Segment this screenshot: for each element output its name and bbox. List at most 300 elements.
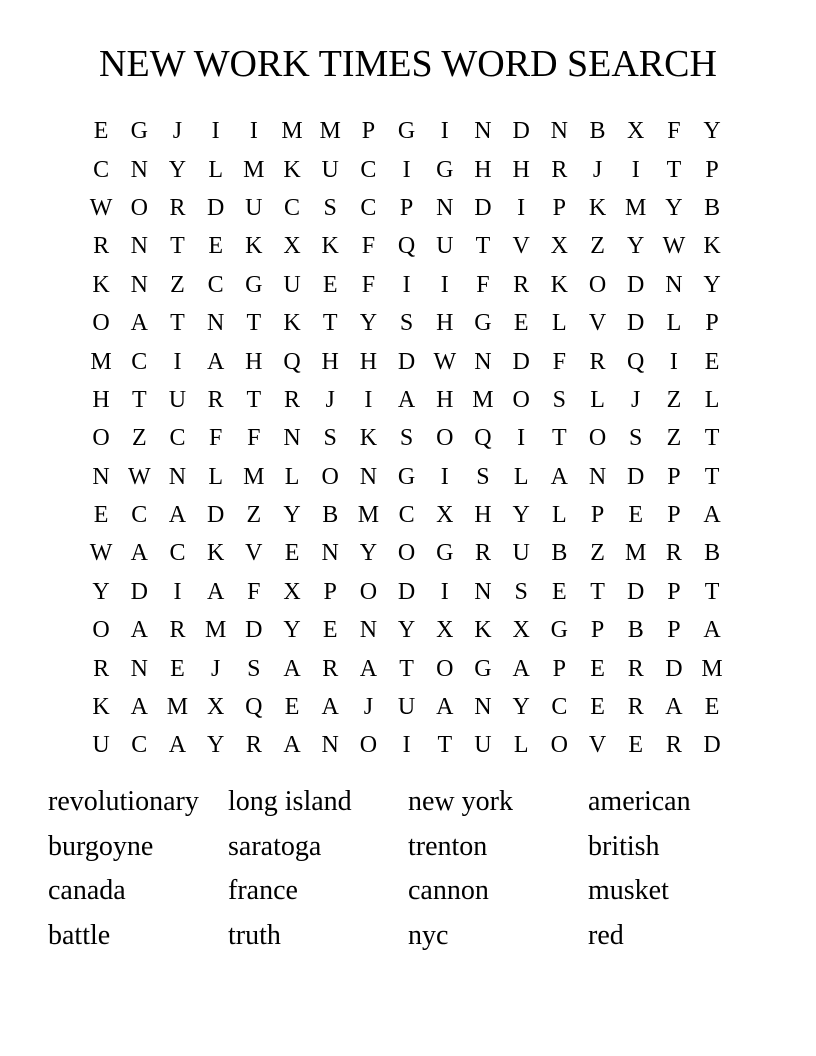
grid-row: [82, 189, 732, 227]
grid-letter: N: [321, 732, 339, 759]
grid-letter: L: [284, 463, 300, 490]
grid-letter: E: [704, 348, 720, 375]
grid-letter: I: [440, 463, 449, 490]
grid-letter: O: [436, 425, 454, 452]
grid-letter: Y: [703, 271, 721, 298]
grid-letter: L: [513, 463, 529, 490]
grid-letter: S: [514, 578, 528, 605]
word-list-item: france: [228, 875, 298, 907]
word-list-item: burgoyne: [48, 830, 154, 862]
grid-letter: W: [433, 348, 457, 375]
grid-letter: T: [552, 425, 567, 452]
grid-letter: E: [322, 271, 338, 298]
grid-letter: R: [93, 233, 110, 260]
grid-letter: O: [397, 540, 416, 567]
grid-letter: V: [245, 540, 263, 567]
grid-letter: U: [512, 540, 530, 567]
grid-letter: G: [397, 118, 416, 145]
grid-letter: Y: [359, 310, 378, 337]
grid-letter: U: [321, 156, 339, 183]
grid-row: [82, 534, 732, 572]
grid-letter: S: [399, 310, 414, 337]
grid-letter: S: [629, 425, 643, 452]
grid-letter: X: [283, 233, 301, 260]
grid-letter: B: [322, 502, 339, 529]
grid-letter: R: [245, 732, 262, 759]
grid-letter: N: [130, 233, 148, 260]
grid-letter: F: [667, 118, 681, 145]
grid-letter: E: [704, 694, 720, 721]
grid-letter: X: [436, 502, 454, 529]
grid-letter: K: [359, 425, 378, 452]
grid-letter: E: [628, 732, 644, 759]
grid-letter: L: [590, 386, 605, 413]
grid-letter: I: [402, 732, 411, 759]
grid-letter: Z: [666, 425, 682, 452]
grid-letter: X: [550, 233, 569, 260]
grid-row: [82, 266, 732, 304]
grid-letter: B: [627, 617, 644, 644]
grid-letter: U: [283, 271, 301, 298]
word-list-item: nyc: [408, 919, 449, 951]
grid-letter: P: [667, 617, 681, 644]
grid-letter: I: [402, 156, 411, 183]
grid-letter: O: [92, 617, 110, 644]
grid-letter: K: [283, 156, 301, 183]
grid-letter: M: [701, 655, 723, 682]
grid-letter: A: [206, 348, 225, 375]
grid-letter: Q: [245, 694, 263, 721]
grid-letter: I: [173, 578, 182, 605]
grid-letter: P: [667, 502, 681, 529]
grid-letter: L: [704, 386, 720, 413]
grid-letter: Y: [206, 732, 225, 759]
grid-letter: V: [588, 310, 607, 337]
grid-letter: P: [667, 578, 681, 605]
grid-letter: Y: [665, 194, 683, 221]
grid-letter: C: [169, 425, 186, 452]
letter-grid: [82, 112, 732, 765]
grid-letter: Z: [590, 233, 605, 260]
grid-letter: P: [399, 194, 414, 221]
grid-letter: O: [130, 194, 148, 221]
grid-letter: G: [436, 540, 454, 567]
grid-letter: Z: [666, 386, 682, 413]
grid-letter: I: [249, 118, 258, 145]
grid-letter: H: [436, 310, 454, 337]
grid-letter: K: [92, 694, 110, 721]
grid-letter: A: [665, 694, 683, 721]
word-list-item: british: [588, 830, 660, 862]
grid-letter: D: [397, 578, 416, 605]
grid-letter: Y: [283, 617, 301, 644]
grid-letter: Q: [474, 425, 492, 452]
grid-letter: T: [666, 156, 682, 183]
grid-letter: T: [131, 386, 147, 413]
grid-letter: Z: [246, 502, 262, 529]
grid-letter: S: [552, 386, 567, 413]
grid-letter: T: [246, 310, 262, 337]
grid-letter: O: [92, 310, 110, 337]
grid-letter: K: [703, 233, 721, 260]
grid-letter: P: [361, 118, 376, 145]
grid-letter: A: [436, 694, 454, 721]
grid-letter: A: [130, 540, 148, 567]
grid-letter: S: [323, 425, 337, 452]
grid-letter: C: [131, 732, 148, 759]
grid-letter: N: [168, 463, 187, 490]
grid-letter: P: [552, 194, 567, 221]
grid-letter: C: [360, 194, 377, 221]
grid-letter: D: [397, 348, 416, 375]
grid-letter: K: [474, 617, 492, 644]
word-list-item: battle: [48, 919, 111, 951]
grid-letter: K: [550, 271, 569, 298]
grid-letter: M: [625, 540, 647, 567]
grid-letter: E: [513, 310, 529, 337]
grid-letter: Z: [590, 540, 605, 567]
grid-letter: N: [359, 617, 378, 644]
grid-letter: J: [592, 156, 603, 183]
grid-letter: C: [131, 502, 148, 529]
grid-row: [82, 688, 732, 726]
grid-letter: N: [130, 271, 148, 298]
grid-letter: T: [475, 233, 491, 260]
word-list-item: red: [588, 919, 624, 951]
grid-letter: U: [245, 194, 263, 221]
grid-letter: R: [627, 694, 644, 721]
grid-letter: R: [322, 655, 339, 682]
grid-letter: U: [397, 694, 416, 721]
grid-letter: S: [476, 463, 490, 490]
grid-letter: C: [360, 156, 377, 183]
grid-letter: D: [627, 463, 645, 490]
grid-letter: H: [359, 348, 378, 375]
grid-letter: B: [551, 540, 568, 567]
grid-row: [82, 458, 732, 496]
word-list-item: new york: [408, 786, 513, 817]
grid-letter: Y: [512, 502, 530, 529]
grid-letter: A: [703, 617, 721, 644]
grid-letter: P: [590, 502, 605, 529]
grid-letter: E: [590, 655, 605, 682]
grid-letter: E: [208, 233, 223, 260]
grid-letter: T: [437, 732, 453, 759]
grid-row: [82, 381, 732, 419]
grid-letter: S: [399, 425, 414, 452]
grid-letter: M: [472, 386, 494, 413]
grid-letter: D: [665, 655, 683, 682]
grid-row: [82, 304, 732, 342]
grid-letter: D: [512, 348, 530, 375]
grid-letter: G: [474, 310, 492, 337]
grid-letter: E: [284, 694, 300, 721]
grid-letter: C: [551, 694, 568, 721]
grid-row: [82, 573, 732, 611]
grid-letter: W: [89, 194, 113, 221]
grid-row: [82, 419, 732, 457]
grid-letter: E: [284, 540, 300, 567]
grid-letter: R: [169, 617, 186, 644]
grid-letter: M: [319, 118, 341, 145]
grid-letter: A: [130, 310, 148, 337]
grid-letter: X: [283, 578, 301, 605]
grid-letter: N: [436, 194, 454, 221]
grid-letter: U: [92, 732, 110, 759]
word-list-item: canada: [48, 875, 126, 907]
grid-letter: L: [208, 463, 223, 490]
grid-letter: T: [704, 425, 720, 452]
grid-letter: W: [127, 463, 151, 490]
grid-letter: P: [323, 578, 337, 605]
grid-letter: D: [703, 732, 721, 759]
grid-letter: U: [168, 386, 187, 413]
grid-letter: A: [550, 463, 569, 490]
grid-letter: R: [169, 194, 186, 221]
grid-letter: M: [204, 617, 227, 644]
grid-letter: Y: [627, 233, 645, 260]
word-list-item: long island: [228, 786, 352, 817]
grid-letter: P: [705, 156, 719, 183]
grid-letter: F: [476, 271, 490, 298]
grid-letter: J: [363, 694, 374, 721]
grid-letter: N: [321, 540, 339, 567]
grid-letter: O: [436, 655, 454, 682]
grid-letter: O: [359, 578, 378, 605]
grid-letter: N: [588, 463, 607, 490]
grid-letter: C: [93, 156, 110, 183]
grid-letter: H: [512, 156, 530, 183]
grid-letter: F: [208, 425, 223, 452]
grid-letter: N: [359, 463, 378, 490]
grid-letter: A: [703, 502, 721, 529]
grid-letter: O: [588, 271, 607, 298]
grid-letter: G: [397, 463, 416, 490]
grid-letter: N: [92, 463, 110, 490]
grid-letter: D: [627, 310, 645, 337]
word-list-item: musket: [588, 875, 669, 907]
grid-letter: M: [90, 348, 112, 375]
grid-letter: J: [325, 386, 335, 413]
grid-letter: L: [513, 732, 529, 759]
grid-letter: J: [210, 655, 221, 682]
grid-letter: A: [283, 732, 301, 759]
grid-letter: Q: [283, 348, 301, 375]
grid-letter: I: [631, 156, 640, 183]
grid-letter: T: [170, 233, 185, 260]
grid-letter: C: [131, 348, 148, 375]
grid-letter: A: [130, 694, 148, 721]
grid-letter: M: [357, 502, 380, 529]
grid-letter: F: [552, 348, 567, 375]
grid-letter: O: [512, 386, 530, 413]
grid-letter: F: [247, 578, 261, 605]
word-list-item: american: [588, 786, 691, 817]
grid-letter: N: [474, 348, 492, 375]
grid-letter: P: [590, 617, 605, 644]
grid-letter: O: [321, 463, 339, 490]
grid-letter: R: [284, 386, 301, 413]
grid-letter: M: [281, 118, 303, 145]
grid-letter: Y: [168, 156, 187, 183]
grid-letter: E: [93, 502, 109, 529]
grid-letter: V: [512, 233, 530, 260]
grid-letter: A: [130, 617, 148, 644]
grid-letter: R: [665, 540, 682, 567]
grid-letter: U: [474, 732, 492, 759]
grid-letter: W: [662, 233, 686, 260]
grid-letter: N: [130, 655, 148, 682]
grid-letter: G: [550, 617, 569, 644]
grid-letter: R: [665, 732, 682, 759]
grid-letter: I: [211, 118, 220, 145]
grid-letter: R: [93, 655, 110, 682]
grid-letter: I: [402, 271, 411, 298]
grid-letter: N: [474, 578, 492, 605]
grid-letter: I: [440, 118, 449, 145]
page-title: NEW WORK TIMES WORD SEARCH: [99, 43, 717, 85]
grid-letter: R: [207, 386, 224, 413]
grid-letter: D: [627, 271, 645, 298]
grid-letter: A: [206, 578, 225, 605]
grid-row: [82, 611, 732, 649]
word-list-item: revolutionary: [48, 786, 199, 817]
grid-letter: D: [245, 617, 263, 644]
grid-letter: C: [284, 194, 301, 221]
grid-letter: T: [590, 578, 605, 605]
grid-letter: F: [247, 425, 261, 452]
grid-letter: P: [705, 310, 719, 337]
grid-letter: M: [243, 463, 265, 490]
grid-letter: E: [590, 694, 605, 721]
grid-letter: Y: [512, 694, 530, 721]
grid-letter: A: [321, 694, 339, 721]
grid-letter: H: [321, 348, 339, 375]
grid-letter: P: [667, 463, 681, 490]
grid-letter: O: [359, 732, 378, 759]
grid-letter: M: [243, 156, 265, 183]
grid-letter: T: [170, 310, 185, 337]
grid-letter: G: [474, 655, 492, 682]
word-list: [48, 780, 768, 958]
grid-letter: G: [130, 118, 148, 145]
grid-letter: K: [245, 233, 263, 260]
grid-letter: N: [665, 271, 683, 298]
word-list-item: cannon: [408, 875, 489, 907]
grid-letter: T: [704, 463, 720, 490]
grid-letter: B: [704, 194, 721, 221]
grid-letter: K: [321, 233, 339, 260]
grid-letter: A: [359, 655, 378, 682]
grid-letter: H: [474, 502, 492, 529]
grid-letter: O: [92, 425, 110, 452]
grid-letter: Y: [92, 578, 110, 605]
grid-letter: C: [207, 271, 224, 298]
word-list-item: trenton: [408, 830, 488, 862]
grid-letter: I: [364, 386, 373, 413]
grid-row: [82, 726, 732, 764]
grid-letter: K: [588, 194, 607, 221]
grid-letter: Q: [627, 348, 645, 375]
grid-letter: I: [440, 271, 449, 298]
grid-letter: E: [552, 578, 567, 605]
grid-letter: B: [589, 118, 606, 145]
grid-letter: L: [552, 310, 567, 337]
grid-letter: D: [474, 194, 492, 221]
grid-letter: Z: [170, 271, 185, 298]
grid-letter: N: [550, 118, 569, 145]
grid-letter: H: [245, 348, 263, 375]
grid-letter: A: [168, 732, 187, 759]
grid-letter: X: [436, 617, 454, 644]
grid-letter: R: [551, 156, 568, 183]
word-list-item: saratoga: [228, 830, 322, 862]
grid-letter: R: [627, 655, 644, 682]
grid-letter: V: [588, 732, 607, 759]
grid-letter: E: [170, 655, 185, 682]
word-list-item: truth: [228, 919, 281, 951]
grid-letter: B: [704, 540, 721, 567]
grid-letter: J: [172, 118, 183, 145]
grid-letter: T: [322, 310, 338, 337]
grid-letter: Z: [131, 425, 147, 452]
grid-letter: I: [517, 425, 526, 452]
grid-letter: M: [166, 694, 189, 721]
grid-letter: A: [283, 655, 301, 682]
grid-letter: N: [130, 156, 148, 183]
grid-row: [82, 227, 732, 265]
grid-letter: A: [397, 386, 416, 413]
grid-letter: I: [669, 348, 678, 375]
grid-letter: Y: [703, 118, 721, 145]
grid-letter: E: [93, 118, 109, 145]
grid-letter: W: [89, 540, 113, 567]
grid-letter: K: [206, 540, 225, 567]
grid-letter: R: [589, 348, 606, 375]
grid-letter: H: [92, 386, 110, 413]
grid-letter: J: [631, 386, 641, 413]
grid-row: [82, 496, 732, 534]
grid-letter: C: [398, 502, 415, 529]
grid-letter: Y: [359, 540, 378, 567]
grid-letter: O: [588, 425, 607, 452]
grid-letter: K: [283, 310, 301, 337]
grid-letter: Q: [397, 233, 416, 260]
grid-letter: Y: [397, 617, 416, 644]
grid-letter: R: [513, 271, 530, 298]
grid-letter: X: [512, 617, 530, 644]
grid-letter: G: [436, 156, 454, 183]
grid-letter: T: [246, 386, 262, 413]
grid-row: [82, 112, 732, 150]
grid-letter: L: [552, 502, 567, 529]
grid-letter: P: [552, 655, 567, 682]
grid-letter: I: [517, 194, 526, 221]
grid-letter: A: [168, 502, 187, 529]
grid-letter: F: [361, 271, 376, 298]
grid-letter: T: [704, 578, 720, 605]
grid-row: [82, 649, 732, 687]
grid-letter: H: [436, 386, 454, 413]
grid-letter: D: [206, 502, 225, 529]
grid-letter: X: [627, 118, 645, 145]
grid-letter: X: [206, 694, 225, 721]
grid-letter: L: [208, 156, 223, 183]
grid-letter: D: [627, 578, 645, 605]
grid-letter: U: [436, 233, 454, 260]
grid-letter: N: [474, 118, 492, 145]
grid-letter: T: [399, 655, 414, 682]
